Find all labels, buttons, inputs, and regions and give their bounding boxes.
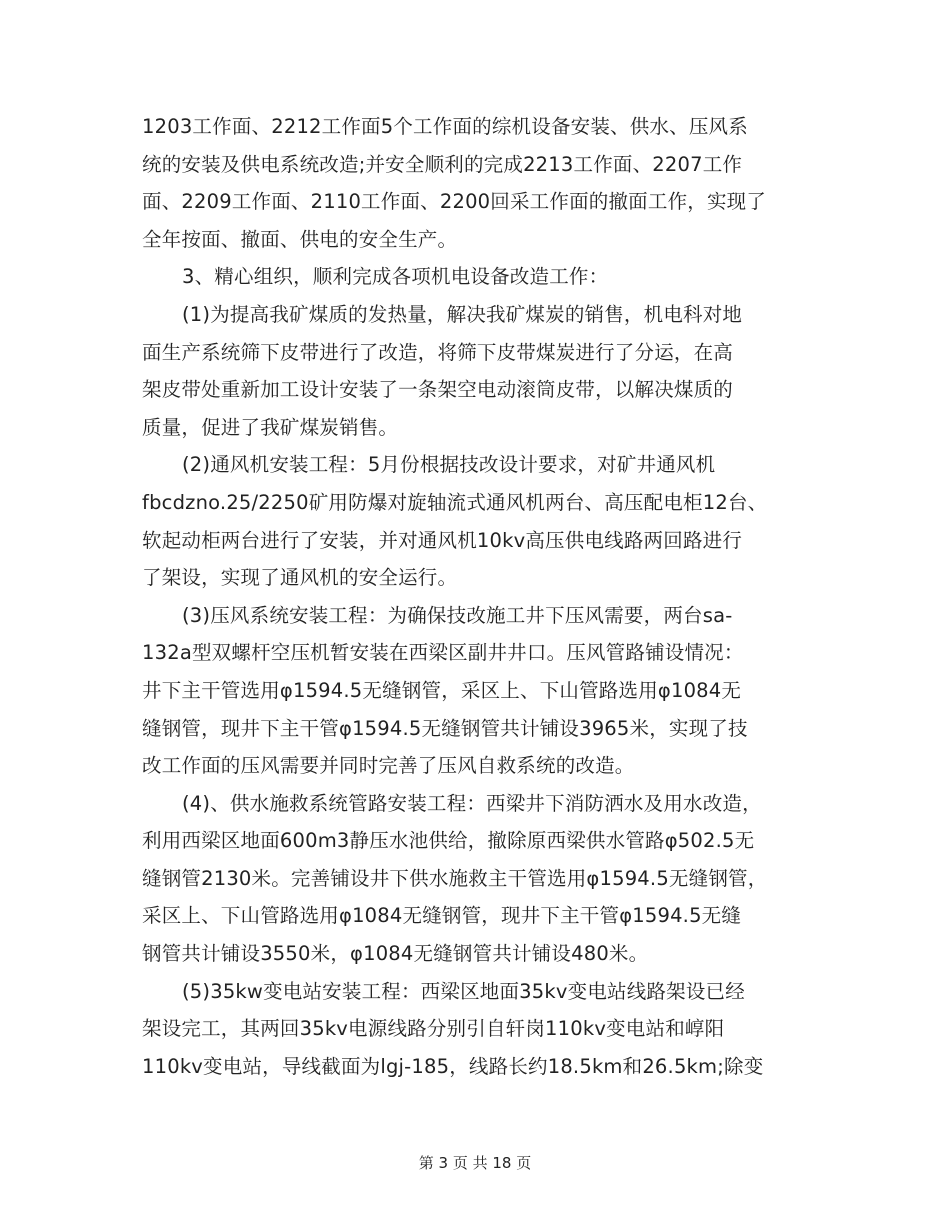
body-line: 全年按面、撤面、供电的安全生产。 bbox=[142, 227, 458, 251]
section-heading: 3、精心组织，顺利完成各项机电设备改造工作： bbox=[182, 265, 609, 289]
body-line: fbcdzno.25/2250矿用防爆对旋轴流式通风机两台、高压配电柜12台、 bbox=[142, 490, 768, 514]
paragraph-start: (1)为提高我矿煤质的发热量，解决我矿煤炭的销售，机电科对地 bbox=[182, 302, 743, 326]
paragraph-start: (2)通风机安装工程：5月份根据技改设计要求，对矿井通风机 bbox=[182, 453, 716, 477]
body-line: 110kv变电站，导线截面为lgj-185，线路长约18.5km和26.5km;除变 bbox=[142, 1054, 764, 1078]
body-line: 利用西梁区地面600m3静压水池供给，撤除原西梁供水管路φ502.5无 bbox=[142, 829, 755, 853]
body-line: 面生产系统筛下皮带进行了改造，将筛下皮带煤炭进行了分运，在高 bbox=[142, 340, 734, 364]
body-line: 采区上、下山管路选用φ1084无缝钢管，现井下主干管φ1594.5无缝 bbox=[142, 904, 742, 928]
body-line: 统的安装及供电系统改造;并安全顺利的完成2213工作面、2207工作 bbox=[142, 152, 743, 176]
body-line: 132a型双螺杆空压机暂安装在西梁区副井井口。压风管路铺设情况： bbox=[142, 641, 744, 665]
body-line: 架设完工，其两回35kv电源线路分别引自轩岗110kv变电站和崞阳 bbox=[142, 1017, 725, 1041]
body-line: 钢管共计铺设3550米，φ1084无缝钢管共计铺设480米。 bbox=[142, 942, 649, 966]
body-line: 缝钢管2130米。完善铺设井下供水施救主干管选用φ1594.5无缝钢管， bbox=[142, 866, 768, 890]
body-line: 质量，促进了我矿煤炭销售。 bbox=[142, 415, 399, 439]
page-number: 第 3 页 共 18 页 bbox=[418, 1154, 532, 1172]
body-line: 了架设，实现了通风机的安全运行。 bbox=[142, 566, 458, 590]
paragraph-start: (4)、供水施救系统管路安装工程：西梁井下消防洒水及用水改造， bbox=[182, 791, 762, 815]
paragraph-start: (3)压风系统安装工程：为确保技改施工井下压风需要，两台sa- bbox=[182, 603, 733, 627]
body-line: 面、2209工作面、2110工作面、2200回采工作面的撤面工作，实现了 bbox=[142, 190, 767, 214]
body-line: 1203工作面、2212工作面5个工作面的综机设备安装、供水、压风系 bbox=[142, 115, 748, 138]
body-line: 软起动柜两台进行了安装，并对通风机10kv高压供电线路两回路进行 bbox=[142, 528, 743, 552]
paragraph-start: (5)35kw变电站安装工程：西梁区地面35kv变电站线路架设已经 bbox=[182, 979, 745, 1003]
body-line: 井下主干管选用φ1594.5无缝钢管，采区上、下山管路选用φ1084无 bbox=[142, 678, 742, 702]
body-line: 缝钢管，现井下主干管φ1594.5无缝钢管共计铺设3965米，实现了技 bbox=[142, 716, 748, 740]
document-body bbox=[142, 108, 812, 1085]
body-line: 改工作面的压风需要并同时完善了压风自救系统的改造。 bbox=[142, 754, 635, 778]
body-line: 架皮带处重新加工设计安装了一条架空电动滚筒皮带，以解决煤质的 bbox=[142, 378, 734, 402]
